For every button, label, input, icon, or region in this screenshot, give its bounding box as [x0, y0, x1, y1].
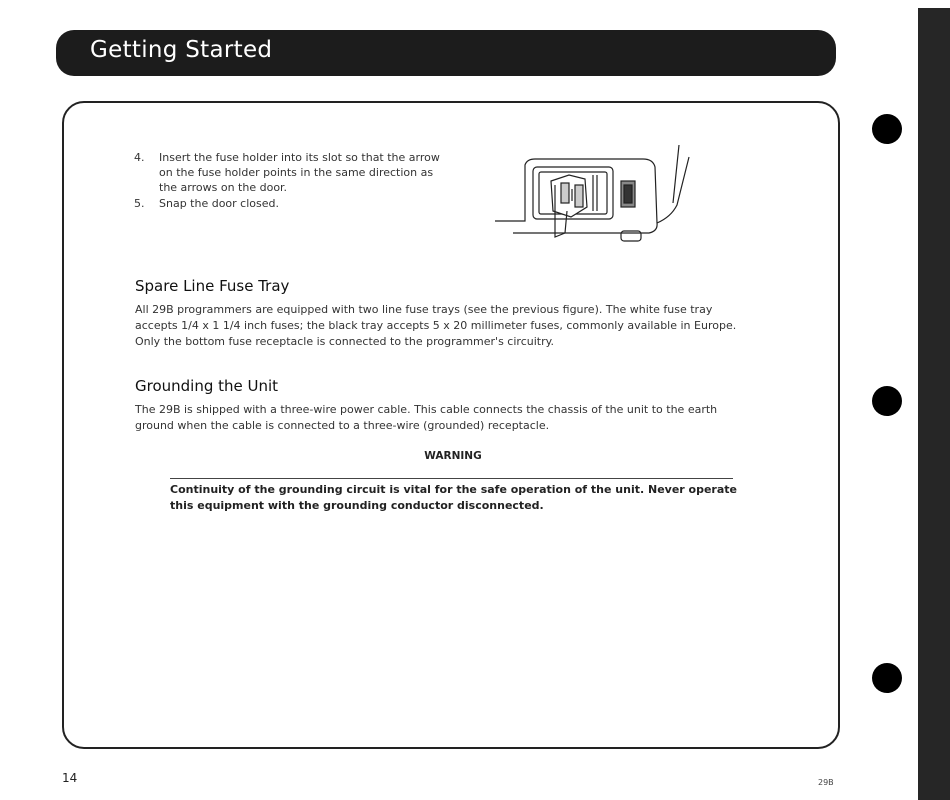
scan-edge-bar	[918, 8, 950, 800]
instruction-steps	[134, 150, 454, 212]
chapter-banner	[56, 30, 836, 76]
page-number: 14	[62, 771, 78, 785]
step-item	[134, 196, 454, 211]
warning-divider	[170, 478, 733, 479]
section-body: The 29B is shipped with a three-wire power cable. This cable connects the chassis of the unit to the earth ground when the cable is connected to a three-wire (grounded) receptacle.	[135, 403, 718, 432]
warning-text: Continuity of the grounding circuit is vital for the safe operation of the unit. Never operate this equipment with the grounding conductor disconnected.	[170, 483, 737, 512]
step-text: Snap the door closed.	[159, 197, 279, 210]
section-heading: Grounding the Unit	[135, 377, 279, 395]
fuse-holder-figure	[493, 145, 713, 245]
step-text: Insert the fuse holder into its slot so that the arrow on the fuse holder points in the same direction as the arrows on the door.	[159, 151, 440, 194]
section-heading: Spare Line Fuse Tray	[135, 277, 290, 295]
chapter-title: Getting Started	[90, 37, 273, 63]
section-body: All 29B programmers are equipped with two line fuse trays (see the previous figure). The white fuse tray accepts 1/4 x 1 1/4 inch fuses; the black tray accepts 5 x 20 millimeter fuses, commonly available in Europe. Only the bottom fuse receptacle is connected to the programmer's circuitry.	[135, 303, 737, 348]
step-number: 4.	[134, 151, 145, 164]
binder-hole-icon	[872, 386, 902, 416]
binder-hole-icon	[872, 114, 902, 144]
step-number: 5.	[134, 197, 145, 210]
step-item	[134, 150, 454, 195]
warning-label: WARNING	[424, 450, 482, 462]
document-code: 29B	[818, 778, 834, 787]
binder-hole-icon	[872, 663, 902, 693]
